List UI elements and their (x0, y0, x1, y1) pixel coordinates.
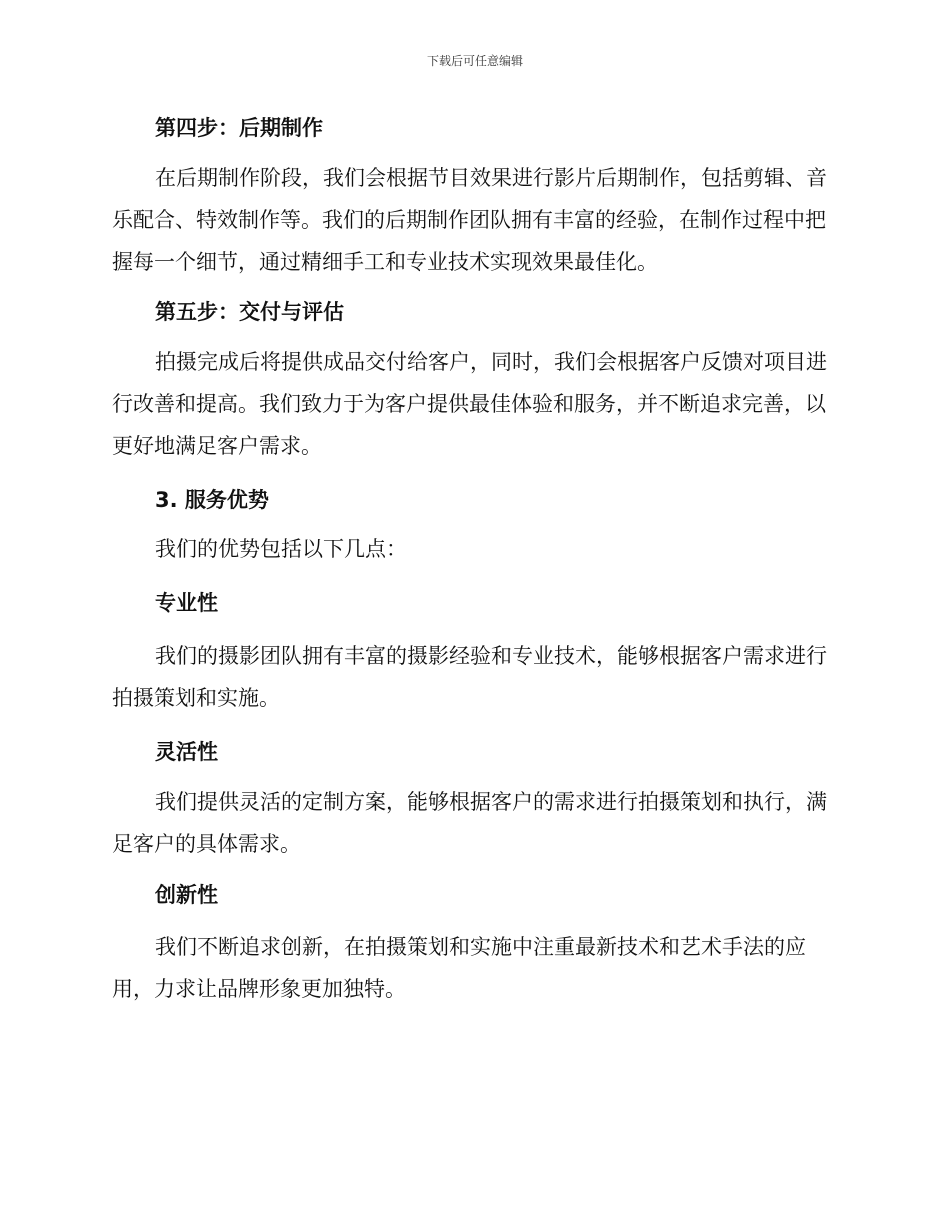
section-heading-flexible: 灵活性 (155, 740, 218, 764)
section-heading-delivery: 第五步：交付与评估 (155, 300, 344, 324)
document-body (112, 110, 832, 1010)
header-note: 下载后可任意编辑 (426, 54, 523, 68)
section-paragraph-advantages: 我们的优势包括以下几点： (155, 537, 407, 561)
section-paragraph-innovative: 我们不断追求创新，在拍摄策划和实施中注重最新技术和艺术手法的应用，力求让品牌形象更加独特。 (112, 935, 806, 1001)
section-paragraph-flexible: 我们提供灵活的定制方案，能够根据客户的需求进行拍摄策划和执行，满足客户的具体需求。 (112, 790, 827, 856)
section-heading-advantages: 3. 服务优势 (155, 488, 269, 512)
section-paragraph-post-production: 在后期制作阶段，我们会根据节目效果进行影片后期制作，包括剪辑、音乐配合、特效制作等。我们的后期制作团队拥有丰富的经验，在制作过程中把握每一个细节，通过精细手工和专业技术实现效果最佳化。 (112, 166, 827, 274)
section-paragraph-professional: 我们的摄影团队拥有丰富的摄影经验和专业技术，能够根据客户需求进行拍摄策划和实施。 (112, 644, 827, 710)
section-heading-professional: 专业性 (155, 591, 218, 615)
section-paragraph-delivery: 拍摄完成后将提供成品交付给客户，同时，我们会根据客户反馈对项目进行改善和提高。我们致力于为客户提供最佳体验和服务，并不断追求完善，以更好地满足客户需求。 (112, 350, 827, 458)
section-heading-post-production: 第四步：后期制作 (155, 116, 323, 140)
section-heading-innovative: 创新性 (155, 883, 218, 907)
